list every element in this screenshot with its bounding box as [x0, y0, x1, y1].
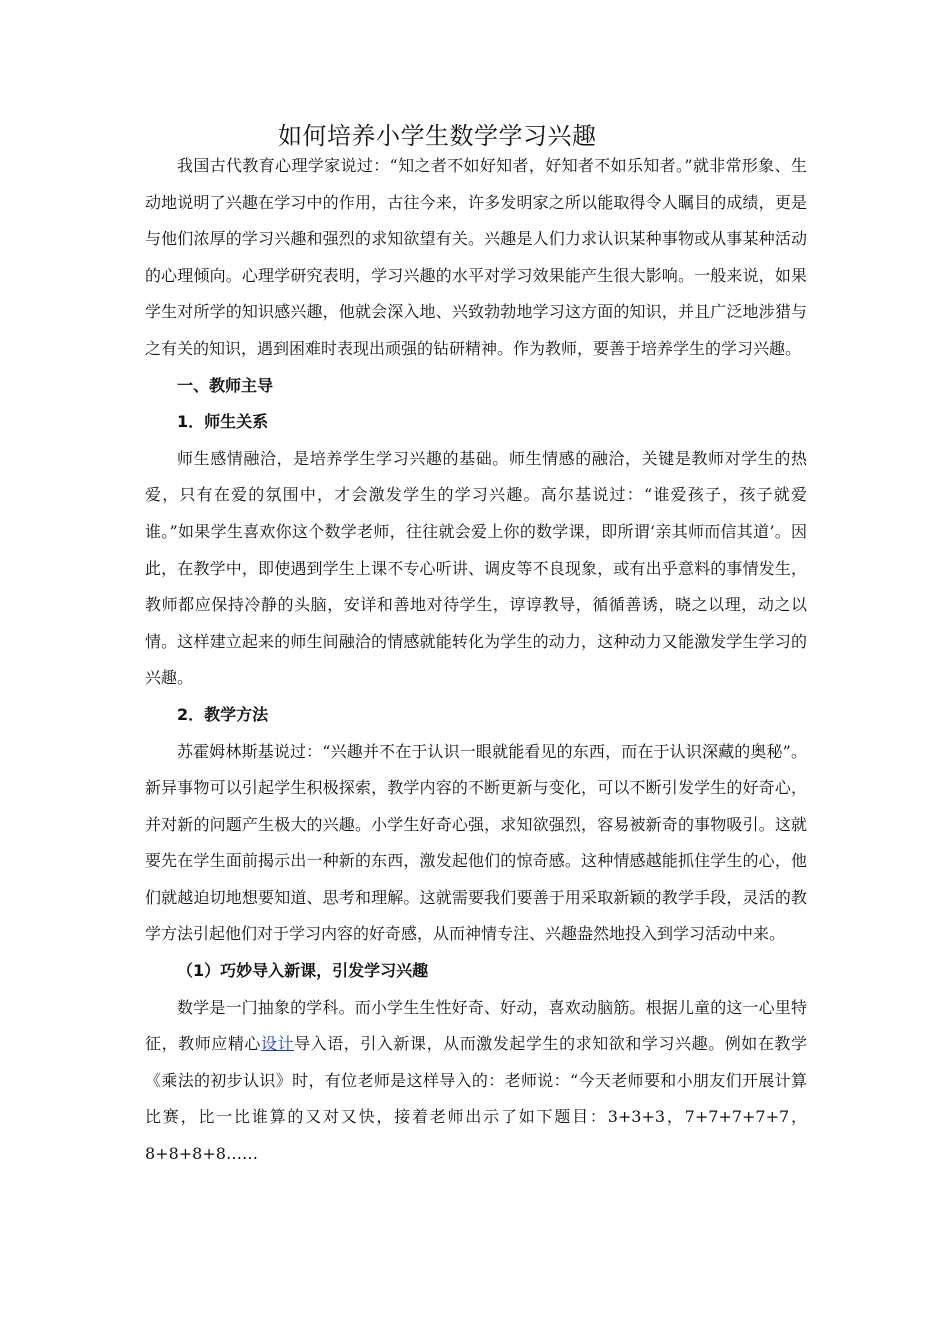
document-title: 如何培养小学生数学学习兴趣 [278, 122, 597, 150]
text-before-link: 数学是一门抽象的学科。而小学生生性好奇、好动，喜欢动脑筋。根据儿童的这一心里特征，教师应精心 [145, 997, 807, 1054]
intro-paragraph: 我国古代教育心理学家说过：“知之者不如好知者，好知者不如乐知者。”就非常形象、生动地说明了兴趣在学习中的作用，古往今来，许多发明家之所以能取得令人瞩目的成绩，更是与他们浓厚的学习兴趣和强烈的求知欲望有关。兴趣是人们力求认识某种事物或从事某种活动的心理倾向。心理学研究表明，学习兴趣的水平对学习效果能产生很大影响。一般来说，如果学生对所学的知识感兴趣，他就会深入地、兴致勃勃地学习这方面的知识，并且广泛地涉猎与之有关的知识，遇到困难时表现出顽强的钻研精神。作为教师，要善于培养学生的学习兴趣。 [145, 156, 807, 358]
subheading-teaching-methods: 2．教学方法 [177, 704, 269, 724]
text-after-link: 导入语，引入新课，从而激发起学生的求知欲和学习兴趣。例如在教学《乘法的初步认识》时，有位老师是这样导入的：老师说：“今天老师要和小朋友们开展计算比赛，比一比谁算的又对又快，接着老师出示了如下题目：3+3+3，7+7+7+7+7，8+8+8+8…… [145, 1034, 807, 1164]
subheading-teacher-student-relationship: 1．师生关系 [177, 412, 269, 432]
paragraph-teacher-student-relationship: 师生感情融洽，是培养学生学习兴趣的基础。师生情感的融洽，关键是教师对学生的热爱，只有在爱的氛围中，才会激发学生的学习兴趣。高尔基说过：“谁爱孩子，孩子就爱谁。”如果学生喜欢你这个数学老师，往往就会爱上你的数学课，即所谓‘亲其师而信其道’。因此，在教学中，即使遇到学生上课不专心听讲、调皮等不良现象，或有出乎意料的事情发生，教师都应保持冷静的头脑，安详和善地对待学生，谆谆教导，循循善诱，晓之以理，动之以情。这样建立起来的师生间融洽的情感就能转化为学生的动力，这种动力又能激发学生学习的兴趣。 [145, 448, 807, 688]
design-link[interactable]: 设计 [260, 1034, 295, 1054]
section-heading-teacher-led: 一、教师主导 [177, 375, 274, 395]
paragraph-teaching-methods: 苏霍姆林斯基说过：“兴趣并不在于认识一眼就能看见的东西，而在于认识深藏的奥秘”。新异事物可以引起学生积极探索，教学内容的不断更新与变化，可以不断引发学生的好奇心，并对新的问题产生极大的兴趣。小学生好奇心强，求知欲强烈，容易被新奇的事物吸引。这就要先在学生面前揭示出一种新的东西，激发起他们的惊奇感。这种情感越能抓住学生的心，他们就越迫切地想要知道、思考和理解。这就需要我们要善于用采取新颖的教学手段，灵活的教学方法引起他们对于学习内容的好奇感，从而神情专注、兴趣盎然地投入到学习活动中来。 [145, 741, 807, 944]
subheading-lesson-introduction: （1）巧妙导入新课，引发学习兴趣 [177, 961, 429, 981]
paragraph-lesson-introduction [145, 990, 807, 1173]
document-body [145, 148, 807, 1173]
